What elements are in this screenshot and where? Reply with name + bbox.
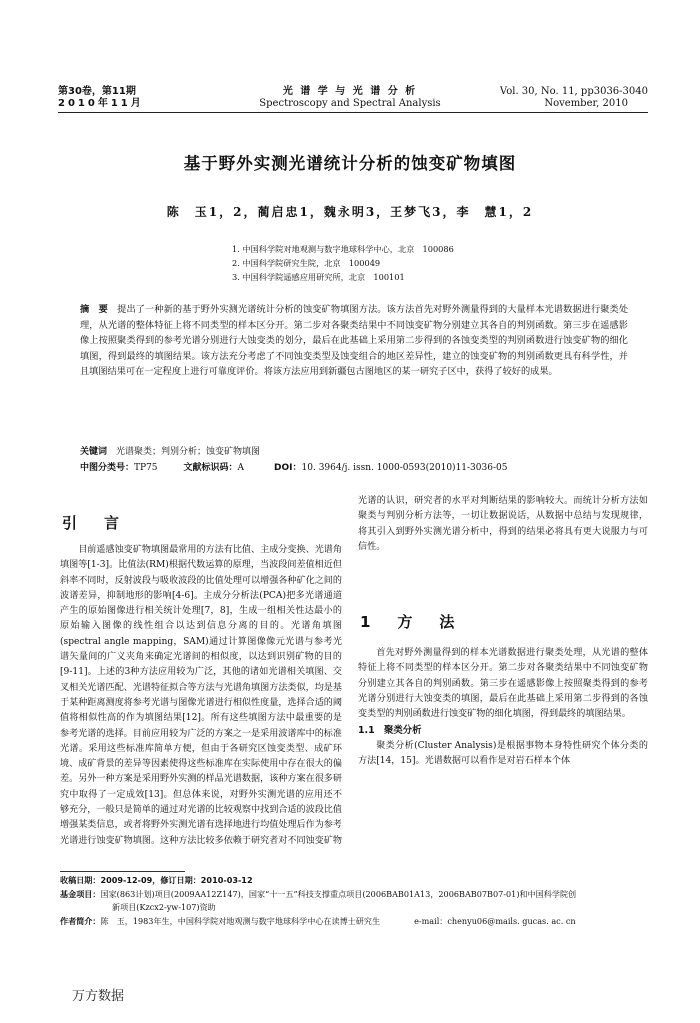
affiliation-2: 2. 中国科学院研究生院，北京 100049 <box>232 258 381 268</box>
method-paragraph: 首先对野外测量得到的样本光谱数据进行聚类处理，从光谱的整体特征上将不同类型的样本区分开。第二步对各聚类结果中不同蚀变矿物分别建立其各自的判别函数。第三步在遥感影像上按照聚类得到的参考光谱分别进行大蚀变类的填图，最后在此基础上采用第二步得到的各蚀变类型的判别函数进行蚀变矿物的细化填图，得到最终的填图结果。 <box>358 648 648 720</box>
subsection-paragraph: 聚类分析(Cluster Analysis)是根据事物本身特性研究个体分类的方法[14，15]。光谱数据可以看作是对岩石样本个体 <box>358 740 648 767</box>
abstract <box>80 302 628 380</box>
author-email: e-mail：chenyu06@mails. gucas. ac. cn <box>414 915 576 926</box>
method-body <box>358 646 648 769</box>
affiliation-1: 1. 中国科学院对地观测与数字地球科学中心，北京 100086 <box>232 244 454 254</box>
intro-paragraph-continued: 光谱的认识，研究者的水平对判断结果的影响较大。而统计分析方法如聚类与判别分析方法等，一切让数据说话，从数据中总结与发现规律，将其引入到野外实测光谱分析中，得到的结果必将具有更大说服力与可信性。 <box>358 496 648 552</box>
footnote-rule <box>60 871 185 872</box>
fund-info-cont: 新项目(Kzcx2-yw-107)资助 <box>112 902 216 913</box>
keywords <box>80 445 628 460</box>
header-volume-cn: 第30卷，第11期 <box>58 86 136 97</box>
intro-paragraph: 目前遥感蚀变矿物填图最常用的方法有比值、主成分变换、光谱角填图等[1-3]。比值法(RM)根据代数运算的原理，当波段间差值相近但斜率不同时，反射波段与吸收波段的比值处理可以增强各种矿化之间的波谱差异，抑制地形的影响[4-6]。主成分分析法(PCA)把多光谱通道产生的原始图像进行相关统计处理[7，8]，生成一组相关性达最小的原始输入图像的线性组合以达到信息分离的目的。光谱角填图(spectral angle mapping，SAM)通过计算图像像元光谱与参考光谱矢量间的广义夹角来确定光谱间的相似度，以达到识别矿物的目的[9-11]。上述的3种方法应用较为广泛，其他的诸如光谱相关填图、交叉相关光谱匹配、光谱特征拟合等方法与光谱角填图方法类似，均是基于某种距离测度将参考光谱与图像光谱进行相似性度量，选择合适的阈值将相似性高的作为填图结果[12]。所有这些填图方法中最重要的是参考光谱的选择。目前应用较为广泛的方案之一是采用波谱库中的标准光谱。采用这些标准库简单方便，但由于各研究区蚀变类型、成矿环境、成矿背景的差异等因素使得这些标准库在实际使用中存在很大的偏差。另外一种方案是采用野外实测的样品光谱数据，该种方案在很多研究中取得了一定成效[13]。但总体来说，对野外实测光谱的应用还不够充分，一般只是简单的通过对光谱的比较观察中找到合适的波段比值增强某类信息，或者将野外实测光谱有选择地进行均值处理后作为参考光谱进行蚀变矿物填图。这种方法比较多依赖于研究者对不同蚀变矿物 <box>60 545 342 846</box>
subsection-heading: 1.1 聚类分析 <box>358 725 422 737</box>
intro-column-left <box>60 543 342 853</box>
footnotes <box>60 874 650 928</box>
journal-title-cn: 光 谱 学 与 光 谱 分 析 <box>282 86 418 97</box>
intro-column-right <box>358 494 648 586</box>
paper-title: 基于野外实测光谱统计分析的蚀变矿物填图 <box>183 154 517 173</box>
keywords-text: 光谱聚类；判别分析；蚀变矿物填图 <box>116 447 261 457</box>
intro-heading: 引 言 <box>62 514 126 532</box>
classification-line: 中图分类号：TP75 文献标识码：A DOI：10. 3964/j. issn. 1000-0593(2010)11-3036-05 <box>80 463 508 473</box>
author-bio: 作者简介：陈 玉，1983年生，中国科学院对地观测与数字地球科学中心在读博士研究生 e-mail：chenyu06@mails. gucas. ac. cn <box>60 915 576 926</box>
header-date-cn: 2010年11月 <box>58 98 144 109</box>
fund-info: 基金项目：国家(863计划)项目(2009AA12Z147)，国家“十一五”科技支撑重点项目(2006BAB01A13，2006BAB07B07-01)和中国科学院创 <box>60 888 577 899</box>
affiliation-3: 3. 中国科学院遥感应用研究所，北京 100101 <box>232 272 405 282</box>
header-date-en: November, 2010 <box>544 98 628 109</box>
abstract-text: 提出了一种新的基于野外实测光谱统计分析的蚀变矿物填图方法。该方法首先对野外测量得到的大量样本光谱数据进行聚类处理，从光谱的整体特征上将不同类型的样本区分开。第二步对各聚类结果中不同蚀变矿物分别建立其各自的判别函数。第三步在遥感影像上按照聚类得到的参考光谱分别进行大蚀变类的划分，最后在此基础上采用第二步得到的各蚀变类型的判别函数进行蚀变矿物的细化填图，得到最终的填图结果。该方法充分考虑了不同蚀变类型及蚀变组合的地区差异性，建立的蚀变矿物的判别函数更具有科学性，并且填图结果可在一定程度上进行可靠度评价。将该方法应用到新疆包古图地区的某一研究子区中，获得了较好的成果。 <box>80 304 629 378</box>
header-rule <box>58 112 648 113</box>
received-date: 收稿日期：2009-12-09，修订日期：2010-03-12 <box>60 875 253 885</box>
method-heading: 1 方 法 <box>360 613 461 631</box>
keywords-label: 关键词 <box>80 447 108 457</box>
author-list: 陈 玉1，2，蔺启忠1，魏永明3，王梦飞3，李 慧1，2 <box>166 205 534 219</box>
doi: 10. 3964/j. issn. 1000-0593(2010)11-3036-05 <box>301 463 508 473</box>
journal-title-en: Spectroscopy and Spectral Analysis <box>259 98 441 109</box>
abstract-label: 摘 要 <box>80 304 108 315</box>
header-volume-en: Vol. 30, No. 11, pp3036-3040 <box>499 86 648 97</box>
wanfang-watermark: 万方数据 <box>72 989 125 1004</box>
